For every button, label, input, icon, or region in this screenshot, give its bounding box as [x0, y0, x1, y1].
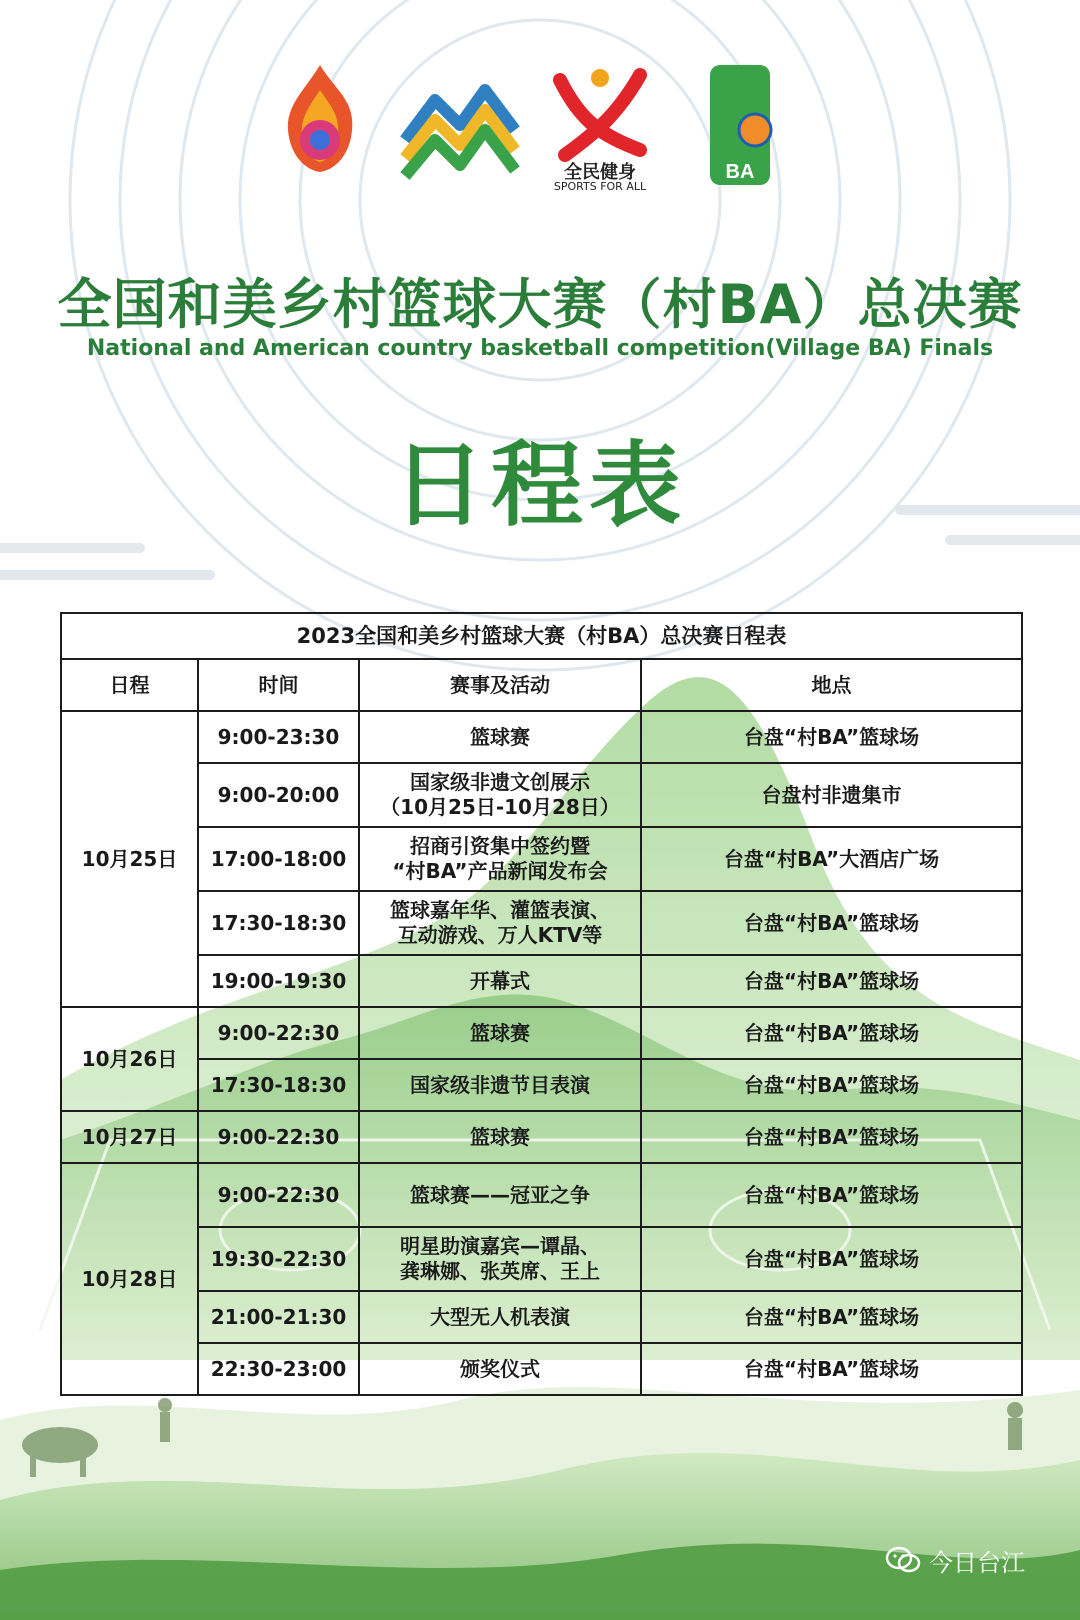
table-row	[61, 891, 1022, 955]
sports-for-all-en: SPORTS FOR ALL	[553, 180, 647, 193]
place-cell: 台盘“村BA”篮球场	[641, 1291, 1022, 1343]
table-caption-row	[61, 613, 1022, 659]
place-cell: 台盘“村BA”篮球场	[641, 1111, 1022, 1163]
place-cell: 台盘“村BA”篮球场	[641, 891, 1022, 955]
cun-ba-logo-text: BA	[725, 161, 755, 183]
schedule-table	[60, 612, 1023, 1396]
time-cell: 21:00-21:30	[198, 1291, 359, 1343]
event-cell	[359, 827, 641, 891]
table-header-row	[61, 659, 1022, 711]
event-line: “村BA”产品新闻发布会	[392, 859, 608, 883]
table-row	[61, 1163, 1022, 1227]
event-line: （10月25日-10月28日）	[380, 795, 620, 819]
place-cell: 台盘“村BA”篮球场	[641, 711, 1022, 763]
event-cell	[359, 1163, 641, 1227]
main-title: 全国和美乡村篮球大赛（村BA）总决赛	[57, 273, 1023, 336]
mountain-ribbon-logo	[400, 60, 520, 190]
sports-for-all-logo	[540, 60, 660, 193]
event-line: 篮球嘉年华、灌篮表演、	[390, 898, 610, 922]
event-line: 互动游戏、万人KTV等	[397, 923, 603, 947]
time-cell: 9:00-22:30	[198, 1163, 359, 1227]
event-cell	[359, 1007, 641, 1059]
english-subtitle: National and American country basketball competition(Village BA) Finals	[86, 336, 994, 361]
schedule-heading: 日程表	[392, 432, 687, 539]
event-cell	[359, 1227, 641, 1291]
event-line: 国家级非遗文创展示	[410, 770, 590, 794]
logo-row	[260, 55, 800, 195]
place-cell: 台盘“村BA”篮球场	[641, 1227, 1022, 1291]
event-line: 大型无人机表演	[430, 1304, 570, 1329]
place-cell: 台盘“村BA”篮球场	[641, 955, 1022, 1007]
event-line: 国家级非遗节目表演	[410, 1072, 590, 1097]
event-line: 篮球赛	[470, 1020, 530, 1045]
event-cell	[359, 1111, 641, 1163]
table-row	[61, 1291, 1022, 1343]
table-row	[61, 827, 1022, 891]
table-row	[61, 955, 1022, 1007]
event-line: 开幕式	[470, 968, 530, 993]
time-cell: 9:00-23:30	[198, 711, 359, 763]
date-cell: 10月28日	[61, 1163, 198, 1395]
date-cell: 10月26日	[61, 1007, 198, 1111]
time-cell: 17:00-18:00	[198, 827, 359, 891]
sports-for-all-cn: 全民健身	[564, 162, 636, 183]
event-line: 篮球赛	[470, 1124, 530, 1149]
table-row	[61, 711, 1022, 763]
table-row	[61, 1059, 1022, 1111]
wechat-watermark	[885, 1545, 1025, 1575]
village-ba-torch-logo	[260, 60, 380, 190]
time-cell: 17:30-18:30	[198, 891, 359, 955]
time-cell: 9:00-22:30	[198, 1111, 359, 1163]
date-cell: 10月25日	[61, 711, 198, 1007]
event-line: 明星助演嘉宾—谭晶、	[400, 1234, 600, 1258]
place-cell: 台盘村非遗集市	[641, 763, 1022, 827]
event-cell	[359, 711, 641, 763]
event-line: 篮球赛	[470, 724, 530, 749]
event-line: 龚琳娜、张英席、王上	[400, 1259, 600, 1283]
header-event: 赛事及活动	[359, 659, 641, 711]
event-line: 颁奖仪式	[460, 1356, 540, 1381]
time-cell: 17:30-18:30	[198, 1059, 359, 1111]
time-cell: 19:00-19:30	[198, 955, 359, 1007]
table-caption: 2023全国和美乡村篮球大赛（村BA）总决赛日程表	[61, 613, 1022, 659]
event-line: 篮球赛——冠亚之争	[410, 1182, 590, 1207]
header-place: 地点	[641, 659, 1022, 711]
event-cell	[359, 1291, 641, 1343]
wechat-icon	[885, 1546, 921, 1574]
table-row	[61, 1007, 1022, 1059]
place-cell: 台盘“村BA”篮球场	[641, 1343, 1022, 1395]
time-cell: 9:00-22:30	[198, 1007, 359, 1059]
place-cell: 台盘“村BA”大酒店广场	[641, 827, 1022, 891]
event-line: 招商引资集中签约暨	[410, 834, 590, 858]
table-row	[61, 1111, 1022, 1163]
time-cell: 9:00-20:00	[198, 763, 359, 827]
cun-ba-logo	[680, 60, 800, 190]
event-cell	[359, 1059, 641, 1111]
place-cell: 台盘“村BA”篮球场	[641, 1059, 1022, 1111]
table-row	[61, 1227, 1022, 1291]
table-row	[61, 1343, 1022, 1395]
time-cell: 22:30-23:00	[198, 1343, 359, 1395]
table-row	[61, 763, 1022, 827]
event-cell	[359, 955, 641, 1007]
place-cell: 台盘“村BA”篮球场	[641, 1007, 1022, 1059]
header-date: 日程	[61, 659, 198, 711]
place-cell: 台盘“村BA”篮球场	[641, 1163, 1022, 1227]
watermark-text: 今日台江	[929, 1548, 1025, 1577]
event-cell	[359, 1343, 641, 1395]
date-cell: 10月27日	[61, 1111, 198, 1163]
header-time: 时间	[198, 659, 359, 711]
event-cell	[359, 891, 641, 955]
event-cell	[359, 763, 641, 827]
time-cell: 19:30-22:30	[198, 1227, 359, 1291]
